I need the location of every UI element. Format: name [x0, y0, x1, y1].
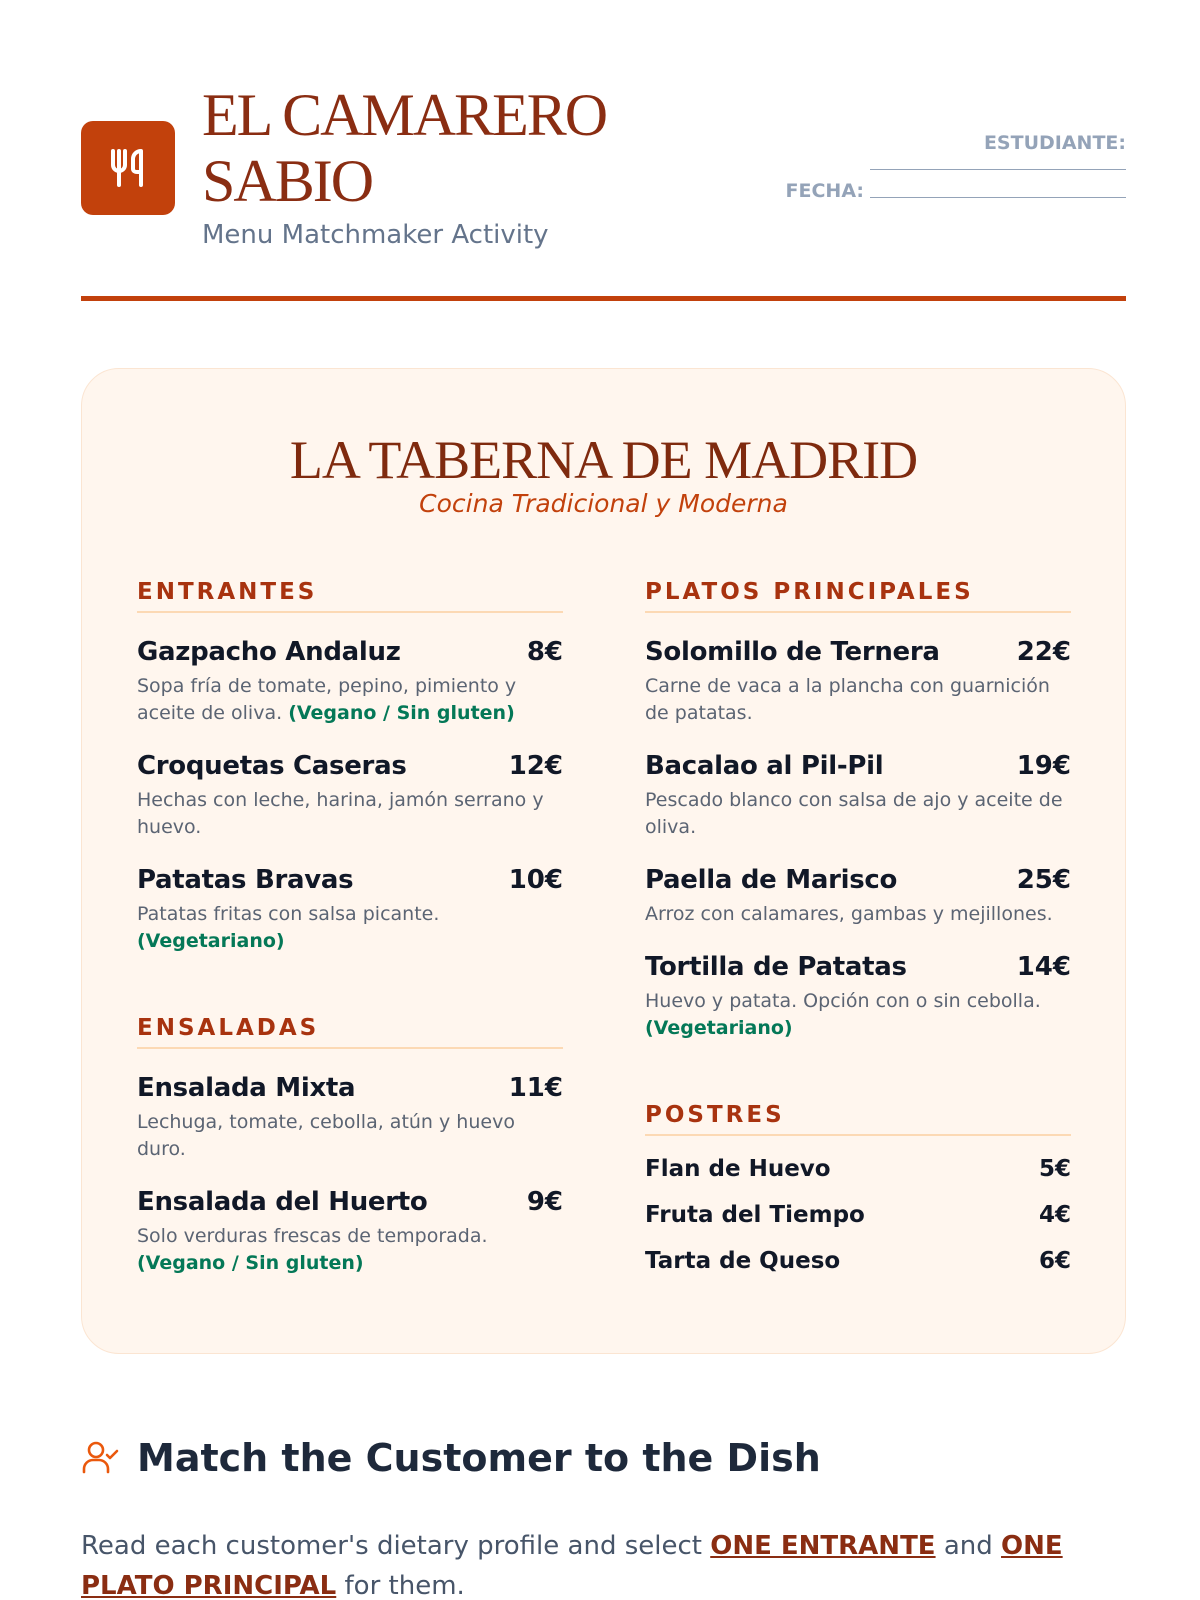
menu-title: LA TABERNA DE MADRID	[289, 430, 918, 490]
menu-item	[137, 637, 563, 727]
menu-item	[137, 1187, 563, 1277]
restaurant-menu	[81, 368, 1126, 1354]
dessert-item	[645, 1248, 1071, 1274]
dietary-tag: (Vegetariano)	[137, 930, 285, 952]
brand-subtitle: Menu Matchmaker Activity	[202, 220, 549, 250]
section-heading-postres: POSTRES	[645, 1102, 1071, 1136]
section-heading-entrantes: ENTRANTES	[137, 579, 563, 613]
brand-title-line2: SABIO	[202, 148, 373, 214]
student-label: ESTUDIANTE:	[983, 132, 1126, 154]
menu-item	[645, 751, 1071, 841]
dietary-tag: (Vegano / Sin gluten)	[137, 1252, 364, 1274]
activity-heading	[81, 1436, 821, 1480]
menu-item	[137, 751, 563, 841]
item-description: Pescado blanco con salsa de ajo y aceite de oliva.	[645, 789, 1063, 838]
brand-title-line1: EL CAMARERO	[202, 82, 607, 148]
item-name: Ensalada Mixta	[137, 1073, 356, 1103]
menu-item	[645, 637, 1071, 727]
item-name: Patatas Bravas	[137, 865, 354, 895]
page-header	[81, 82, 1126, 302]
dessert-list	[645, 1156, 1071, 1274]
item-description: Lechuga, tomate, cebolla, atún y huevo duro.	[137, 1111, 515, 1160]
item-name: Tortilla de Patatas	[645, 952, 907, 982]
logo	[81, 121, 175, 215]
item-description: Huevo y patata. Opción con o sin cebolla. (Vegetariano)	[645, 990, 1041, 1039]
item-description: Hechas con leche, harina, jamón serrano y huevo.	[137, 789, 544, 838]
user-check-icon	[81, 1438, 121, 1478]
menu-item	[137, 1073, 563, 1163]
utensils-icon	[103, 143, 153, 193]
menu-item	[645, 865, 1071, 928]
menu-subtitle: Cocina Tradicional y Moderna	[419, 489, 788, 518]
brand	[202, 82, 606, 250]
dessert-name: Tarta de Queso	[645, 1248, 841, 1274]
brand-title	[202, 82, 606, 214]
item-price: 11€	[508, 1073, 563, 1103]
section-heading-principales: PLATOS PRINCIPALES	[645, 579, 1071, 613]
item-price: 19€	[1016, 751, 1071, 781]
dessert-price: 5€	[1038, 1156, 1071, 1182]
menu-item	[137, 865, 563, 955]
activity-title: Match the Customer to the Dish	[137, 1436, 821, 1480]
date-line[interactable]	[870, 196, 1126, 198]
item-description: Patatas fritas con salsa picante. (Vegetariano)	[137, 903, 440, 952]
item-price: 22€	[1016, 637, 1071, 667]
item-price: 14€	[1016, 952, 1071, 982]
item-price: 10€	[508, 865, 563, 895]
item-name: Gazpacho Andaluz	[137, 637, 401, 667]
item-name: Croquetas Caseras	[137, 751, 407, 781]
date-field	[766, 180, 1126, 202]
dessert-price: 4€	[1038, 1202, 1071, 1228]
item-price: 9€	[526, 1187, 563, 1217]
highlight-entrante: ONE ENTRANTE	[710, 1531, 936, 1561]
item-name: Ensalada del Huerto	[137, 1187, 428, 1217]
student-field	[766, 124, 1126, 154]
item-price: 8€	[526, 637, 563, 667]
dietary-tag: (Vegano / Sin gluten)	[288, 702, 515, 724]
student-name-line[interactable]	[870, 168, 1126, 170]
item-price: 25€	[1016, 865, 1071, 895]
highlight-plato-principal: ONE PLATO PRINCIPAL	[81, 1531, 1063, 1600]
item-name: Solomillo de Ternera	[645, 637, 940, 667]
item-description: Carne de vaca a la plancha con guarnición de patatas.	[645, 675, 1050, 724]
activity-instructions: Read each customer's dietary profile and select ONE ENTRANTE and ONE PLATO PRINCIPAL for them.	[81, 1531, 1063, 1600]
header-divider	[81, 296, 1126, 301]
date-label: FECHA:	[785, 180, 864, 202]
menu-right-column	[645, 579, 1071, 1274]
dietary-tag: (Vegetariano)	[645, 1017, 793, 1039]
student-info	[766, 124, 1126, 202]
item-name: Paella de Marisco	[645, 865, 898, 895]
item-price: 12€	[508, 751, 563, 781]
dessert-item	[645, 1202, 1071, 1228]
item-description: Solo verduras frescas de temporada. (Vegano / Sin gluten)	[137, 1225, 488, 1274]
menu-left-column	[137, 579, 563, 1277]
dessert-name: Flan de Huevo	[645, 1156, 831, 1182]
dessert-name: Fruta del Tiempo	[645, 1202, 865, 1228]
item-description: Sopa fría de tomate, pepino, pimiento y aceite de oliva. (Vegano / Sin gluten)	[137, 675, 517, 724]
dessert-price: 6€	[1038, 1248, 1071, 1274]
item-description: Arroz con calamares, gambas y mejillones.	[645, 903, 1053, 925]
menu-item	[645, 952, 1071, 1042]
section-heading-ensaladas: ENSALADAS	[137, 1015, 563, 1049]
item-name: Bacalao al Pil-Pil	[645, 751, 884, 781]
dessert-item	[645, 1156, 1071, 1182]
